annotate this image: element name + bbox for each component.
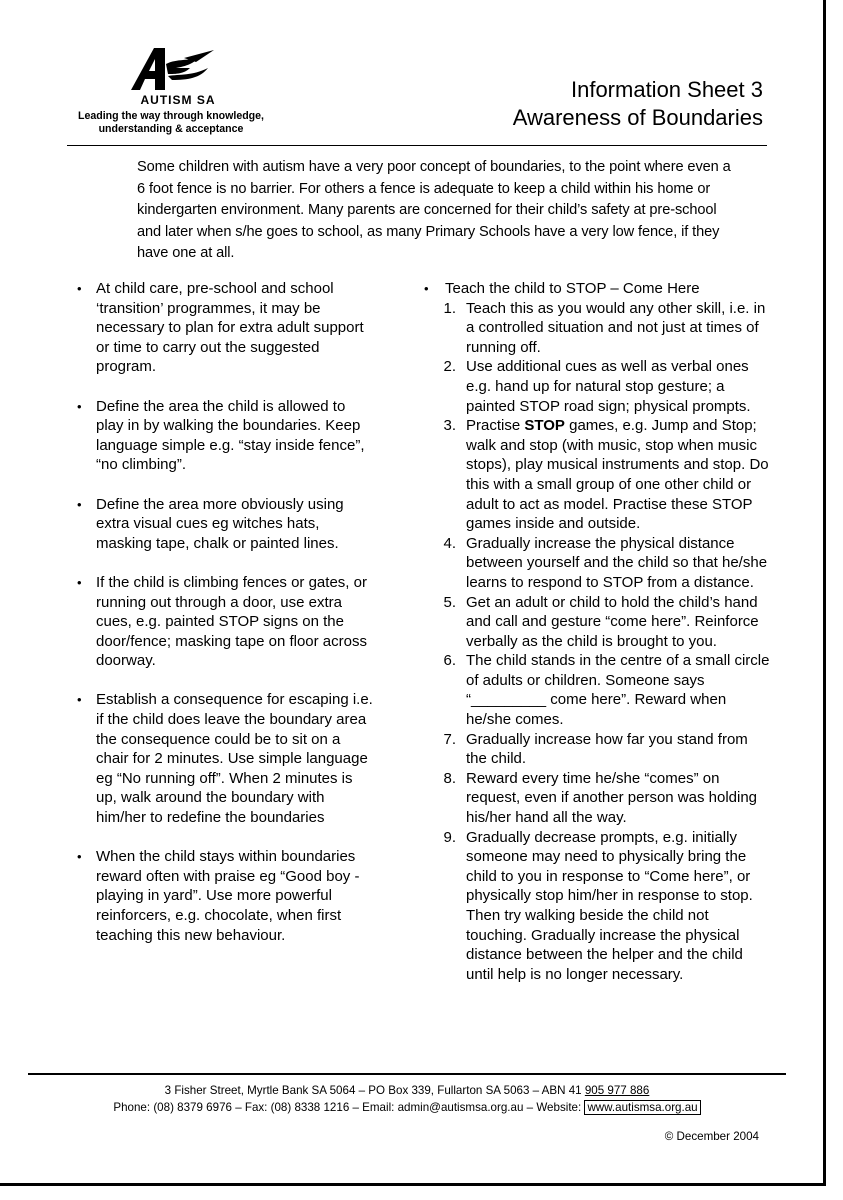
step-text: games, e.g. Jump and Stop; walk and stop (with music, stop when music stops), play musical instruments and stop. Do this with a small group of one other child or adult to act as model. Practise these STOP games inside and outside. bbox=[466, 417, 769, 533]
bullet-icon: • bbox=[77, 574, 82, 590]
step-text: The child stands in the centre of a small circle of adults or children. Someone says “_________ come here”. Reward when he/she comes. bbox=[466, 652, 770, 729]
step-item bbox=[422, 534, 770, 593]
list-item bbox=[75, 690, 375, 827]
step-text: Gradually increase how far you stand from the child. bbox=[466, 730, 748, 768]
bullet-icon: • bbox=[77, 849, 82, 865]
step-item bbox=[422, 730, 770, 769]
step-number: 4. bbox=[443, 534, 456, 552]
step-text: Get an adult or child to hold the child’s hand and call and gesture “come here”. Reinforce verbally as the child is brought to you. bbox=[466, 593, 759, 650]
step-item bbox=[422, 769, 770, 828]
footer-address bbox=[28, 1082, 786, 1099]
step-text-bold: STOP bbox=[524, 417, 565, 435]
bullet-icon: • bbox=[424, 281, 429, 296]
sheet-title-line2: Awareness of Boundaries bbox=[512, 105, 763, 130]
autism-sa-logo bbox=[66, 46, 276, 141]
sheet-title-line1: Information Sheet 3 bbox=[570, 77, 763, 102]
footer-contact bbox=[28, 1099, 786, 1116]
step-number: 3. bbox=[443, 417, 456, 435]
step-text: Teach this as you would any other skill, i.e. in a controlled situation and not just at times of running off. bbox=[466, 299, 766, 356]
intro-paragraph bbox=[137, 157, 737, 265]
list-item-text: Define the area the child is allowed to play in by walking the boundaries. Keep language simple e.g. “stay inside fence”, “no climbing”. bbox=[96, 397, 365, 474]
step-item bbox=[422, 593, 770, 652]
step-text-prefix: Practise bbox=[466, 417, 525, 435]
sheet-title bbox=[513, 76, 763, 132]
step-number: 5. bbox=[443, 593, 456, 611]
footer-divider bbox=[28, 1073, 786, 1075]
header-divider bbox=[67, 145, 767, 146]
step-item bbox=[422, 828, 770, 985]
step-number: 7. bbox=[443, 730, 456, 748]
bullet-icon: • bbox=[77, 692, 82, 708]
autism-sa-logo-icon bbox=[128, 46, 218, 92]
step-number: 1. bbox=[443, 299, 456, 317]
bullet-icon: • bbox=[77, 281, 82, 296]
org-name: AUTISM SA bbox=[140, 93, 216, 107]
footer-contact-text: Phone: (08) 8379 6976 – Fax: (08) 8338 1216 – Email: admin@autismsa.org.au – Website: bbox=[113, 1101, 585, 1114]
step-text: Gradually decrease prompts, e.g. initially someone may need to physically bring the child to you in response to “Come here”, or physically stop him/her in response to stop. Then try walking beside the child not touching. Gradually increase the physical distance between the helper and the child until help is no longer necessary. bbox=[466, 828, 753, 983]
step-item bbox=[422, 651, 770, 729]
step-number: 9. bbox=[443, 828, 456, 846]
list-item bbox=[75, 495, 375, 554]
step-number: 2. bbox=[443, 358, 456, 376]
bullet-icon: • bbox=[77, 398, 82, 414]
copyright: © December 2004 bbox=[664, 1130, 759, 1143]
step-text: Gradually increase the physical distance between yourself and the child so that he/she learns to respond to STOP from a distance. bbox=[466, 534, 768, 591]
list-item-text: If the child is climbing fences or gates, or running out through a door, use extra cues, e.g. painted STOP signs on the door/fence; masking tape on floor across doorway. bbox=[96, 573, 367, 670]
step-text: Use additional cues as well as verbal ones e.g. hand up for natural stop gesture; a painted STOP road sign; physical prompts. bbox=[466, 358, 751, 415]
footer bbox=[28, 1082, 786, 1116]
tagline bbox=[66, 110, 276, 136]
list-item-text: When the child stays within boundaries reward often with praise eg “Good boy - playing in yard”. Use more powerful reinforcers, e.g. chocolate, when first teaching this new behaviour. bbox=[96, 848, 360, 944]
list-item-text: Define the area more obviously using extra visual cues eg witches hats, masking tape, chalk or painted lines. bbox=[96, 495, 344, 552]
step-text: Reward every time he/she “comes” on request, even if another person was holding his/her hand all the way. bbox=[466, 769, 758, 827]
list-item-text: Establish a consequence for escaping i.e. if the child does leave the boundary area the consequence could be to sit on a chair for 2 minutes. Use simple language eg “No running off”. When 2 minutes is up, walk around the boundary with him/her to redefine the boundaries bbox=[96, 691, 373, 827]
bullet-icon: • bbox=[77, 496, 82, 512]
list-item bbox=[75, 847, 375, 945]
left-column bbox=[75, 279, 375, 965]
step-item bbox=[422, 416, 770, 534]
right-column bbox=[422, 279, 770, 984]
stop-steps-list bbox=[422, 299, 770, 985]
stop-heading-text: Teach the child to STOP – Come Here bbox=[445, 280, 700, 297]
list-item-text: At child care, pre-school and school ‘transition’ programmes, it may be necessary to plan for extra adult support or time to carry out the suggested program. bbox=[96, 280, 364, 376]
step-number: 6. bbox=[443, 652, 456, 670]
list-item bbox=[75, 573, 375, 671]
website-link[interactable]: www.autismsa.org.au bbox=[584, 1100, 700, 1115]
intro-text: Some children with autism have a very poor concept of boundaries, to the point where even a 6 foot fence is no barrier. For others a fence is adequate to keep a child within his home or kindergarten environment. Many parents are concerned for their child’s safety at pre-school and later when s/he goes to school, as many Primary Schools have a very low fence, if they have one at all. bbox=[137, 159, 731, 261]
step-item bbox=[422, 357, 770, 416]
tagline-line1: Leading the way through knowledge, bbox=[78, 110, 264, 122]
step-number: 8. bbox=[443, 769, 456, 787]
stop-section-heading bbox=[422, 279, 770, 299]
step-item bbox=[422, 299, 770, 358]
tagline-line2: understanding & acceptance bbox=[98, 123, 244, 135]
list-item bbox=[75, 397, 375, 475]
footer-abn: 905 977 886 bbox=[584, 1084, 650, 1097]
boundary-tips-list bbox=[75, 279, 375, 945]
footer-address-text: 3 Fisher Street, Myrtle Bank SA 5064 – PO Box 339, Fullarton SA 5063 – ABN 41 bbox=[164, 1084, 585, 1097]
list-item bbox=[75, 279, 375, 377]
